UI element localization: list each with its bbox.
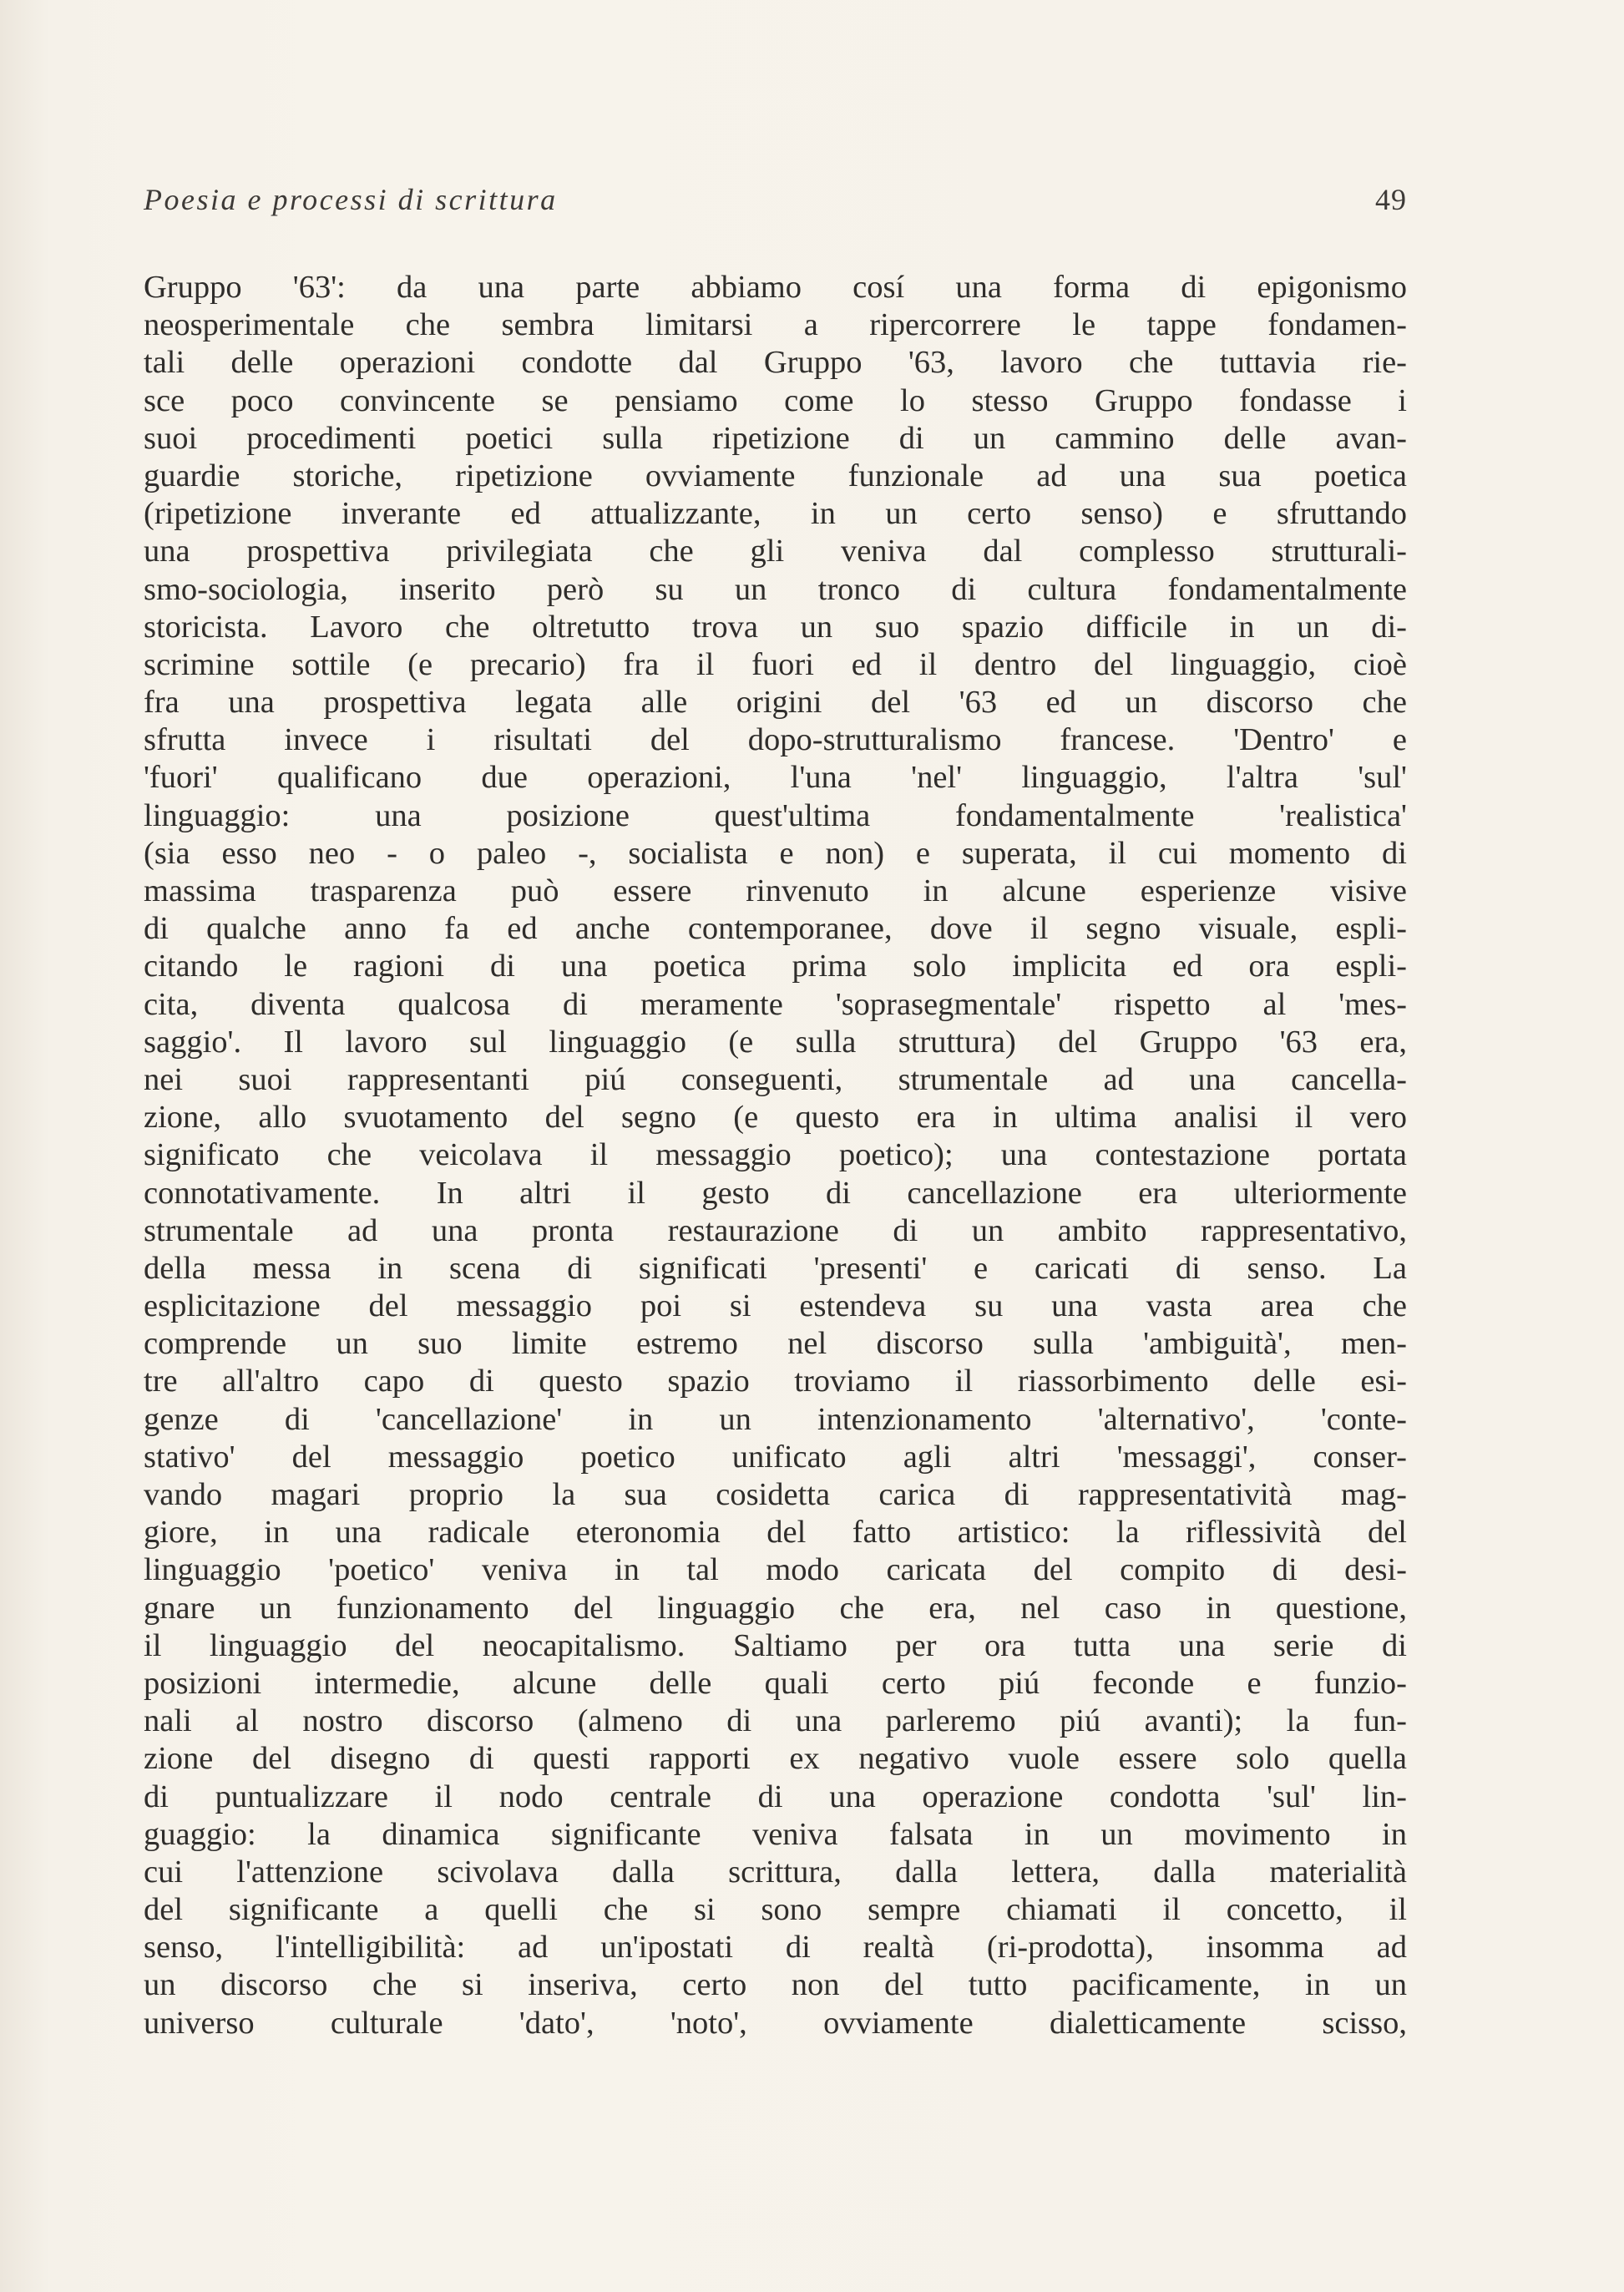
text-line: sfrutta invece i risultati del dopo-strutturalismo francese. 'Dentro' e bbox=[144, 722, 1407, 758]
text-line: (sia esso neo - o paleo -, socialista e non) e superata, il cui momento di bbox=[144, 835, 1407, 871]
text-line: tali delle operazioni condotte dal Gruppo '63, lavoro che tuttavia rie- bbox=[144, 345, 1407, 381]
text-line: smo-sociologia, inserito però su un tronco di cultura fondamentalmente bbox=[144, 571, 1407, 607]
text-line: di qualche anno fa ed anche contemporanee, dove il segno visuale, espli- bbox=[144, 911, 1407, 947]
text-line: (ripetizione inverante ed attualizzante, in un certo senso) e sfruttando bbox=[144, 496, 1407, 532]
text-line: suoi procedimenti poetici sulla ripetizione di un cammino delle avan- bbox=[144, 420, 1407, 456]
text-line: nali al nostro discorso (almeno di una parleremo piú avanti); la fun- bbox=[144, 1703, 1407, 1739]
text-line: significato che veicolava il messaggio poetico); una contestazione portata bbox=[144, 1137, 1407, 1173]
text-line: massima trasparenza può essere rinvenuto in alcune esperienze visive bbox=[144, 873, 1407, 908]
text-line: universo culturale 'dato', 'noto', ovviamente dialetticamente scisso, bbox=[144, 2005, 1407, 2041]
text-line: esplicitazione del messaggio poi si estendeva su una vasta area che bbox=[144, 1288, 1407, 1324]
text-line: guardie storiche, ripetizione ovviamente funzionale ad una sua poetica bbox=[144, 458, 1407, 493]
text-line: nei suoi rappresentanti piú conseguenti, strumentale ad una cancella- bbox=[144, 1061, 1407, 1097]
text-line: sce poco convincente se pensiamo come lo stesso Gruppo fondasse i bbox=[144, 382, 1407, 418]
text-line: linguaggio: una posizione quest'ultima fondamentalmente 'realistica' bbox=[144, 797, 1407, 833]
text-line: Gruppo '63': da una parte abbiamo cosí una forma di epigonismo bbox=[144, 270, 1407, 305]
text-line: comprende un suo limite estremo nel discorso sulla 'ambiguità', men- bbox=[144, 1326, 1407, 1362]
text-line: della messa in scena di significati 'presenti' e caricati di senso. La bbox=[144, 1250, 1407, 1286]
text-line: cita, diventa qualcosa di meramente 'soprasegmentale' rispetto al 'mes- bbox=[144, 986, 1407, 1022]
page-number: 49 bbox=[1375, 183, 1407, 216]
text-line: citando le ragioni di una poetica prima solo implicita ed ora espli- bbox=[144, 949, 1407, 984]
text-line: zione, allo svuotamento del segno (e questo era in ultima analisi il vero bbox=[144, 1100, 1407, 1136]
page-header bbox=[144, 182, 1407, 220]
text-line: storicista. Lavoro che oltretutto trova un suo spazio difficile in un di- bbox=[144, 609, 1407, 645]
body-text bbox=[144, 269, 1407, 2042]
text-line: connotativamente. In altri il gesto di cancellazione era ulteriormente bbox=[144, 1175, 1407, 1211]
text-line: tre all'altro capo di questo spazio troviamo il riassorbimento delle esi- bbox=[144, 1364, 1407, 1399]
text-line: scrimine sottile (e precario) fra il fuori ed il dentro del linguaggio, cioè bbox=[144, 646, 1407, 682]
text-line: strumentale ad una pronta restaurazione di un ambito rappresentativo, bbox=[144, 1212, 1407, 1248]
text-line: saggio'. Il lavoro sul linguaggio (e sulla struttura) del Gruppo '63 era, bbox=[144, 1024, 1407, 1060]
text-line: cui l'attenzione scivolava dalla scrittura, dalla lettera, dalla materialità bbox=[144, 1854, 1407, 1890]
text-line: neosperimentale che sembra limitarsi a ripercorrere le tappe fondamen- bbox=[144, 307, 1407, 343]
text-line: di puntualizzare il nodo centrale di una operazione condotta 'sul' lin- bbox=[144, 1778, 1407, 1814]
text-line: del significante a quelli che si sono sempre chiamati il concetto, il bbox=[144, 1892, 1407, 1928]
text-line: gnare un funzionamento del linguaggio che era, nel caso in questione, bbox=[144, 1590, 1407, 1626]
text-line: genze di 'cancellazione' in un intenzionamento 'alternativo', 'conte- bbox=[144, 1401, 1407, 1437]
text-line: posizioni intermedie, alcune delle quali certo piú feconde e funzio- bbox=[144, 1665, 1407, 1701]
text-line: fra una prospettiva legata alle origini del '63 ed un discorso che bbox=[144, 685, 1407, 721]
text-line: linguaggio 'poetico' veniva in tal modo caricata del compito di desi- bbox=[144, 1552, 1407, 1588]
text-line: vando magari proprio la sua cosidetta carica di rappresentatività mag- bbox=[144, 1477, 1407, 1512]
text-line: una prospettiva privilegiata che gli veniva dal complesso strutturali- bbox=[144, 534, 1407, 569]
running-title: Poesia e processi di scrittura bbox=[144, 183, 558, 216]
text-line: il linguaggio del neocapitalismo. Saltiamo per ora tutta una serie di bbox=[144, 1627, 1407, 1663]
text-line: senso, l'intelligibilità: ad un'ipostati di realtà (ri-prodotta), insomma ad bbox=[144, 1930, 1407, 1966]
text-line: giore, in una radicale eteronomia del fatto artistico: la riflessività del bbox=[144, 1515, 1407, 1551]
text-line: un discorso che si inseriva, certo non del tutto pacificamente, in un bbox=[144, 1967, 1407, 2003]
text-line: 'fuori' qualificano due operazioni, l'una 'nel' linguaggio, l'altra 'sul' bbox=[144, 760, 1407, 796]
text-line: stativo' del messaggio poetico unificato agli altri 'messaggi', conser- bbox=[144, 1439, 1407, 1475]
text-line: zione del disegno di questi rapporti ex negativo vuole essere solo quella bbox=[144, 1741, 1407, 1777]
text-line: guaggio: la dinamica significante veniva falsata in un movimento in bbox=[144, 1816, 1407, 1852]
